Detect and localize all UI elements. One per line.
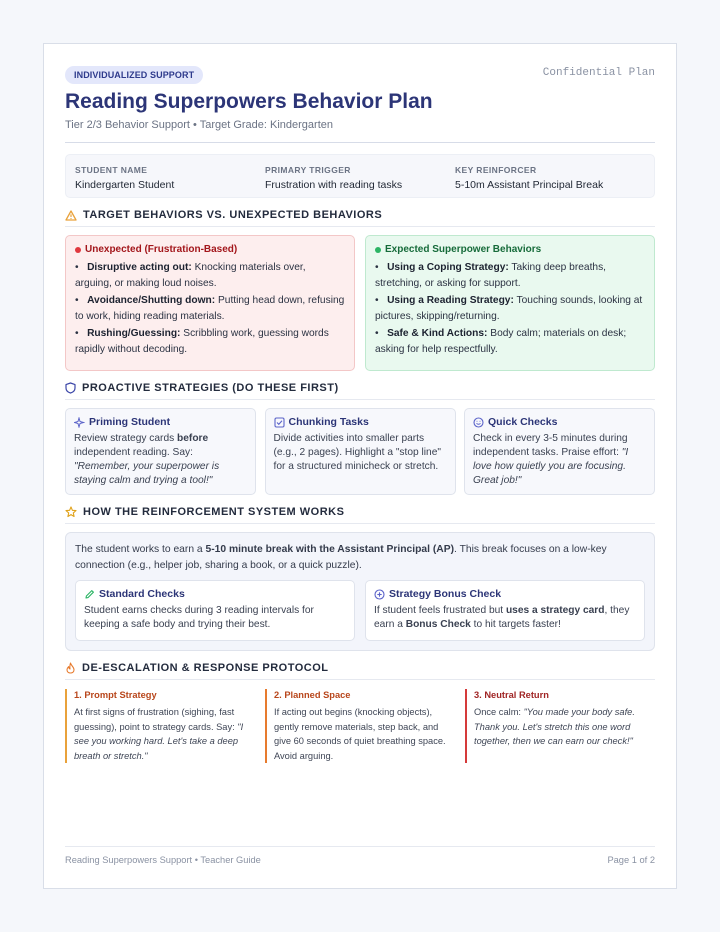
unexpected-behaviors-box xyxy=(65,235,355,371)
bonus-check-card xyxy=(365,580,645,641)
info-label: KEY REINFORCER xyxy=(455,165,537,175)
unexpected-title: Unexpected (Frustration-Based) xyxy=(85,244,238,255)
step-body xyxy=(74,705,255,763)
item-text: Taking deep breaths, stretching, or asking for support. xyxy=(375,262,606,289)
card-title: Priming Student xyxy=(89,416,171,428)
page-number: Page 1 of 2 xyxy=(607,855,655,865)
protocol-step-neutral-return xyxy=(465,689,655,763)
card-heading xyxy=(473,416,646,428)
expected-behaviors-box xyxy=(365,235,655,371)
info-value: Frustration with reading tasks xyxy=(265,179,403,191)
header-divider xyxy=(65,142,655,143)
card-bold: before xyxy=(177,433,209,444)
info-key-reinforcer xyxy=(455,165,645,197)
pencil-icon xyxy=(84,589,95,600)
card-text: Review strategy cards xyxy=(74,433,178,444)
shield-icon xyxy=(65,382,76,394)
card-text: to hit targets faster! xyxy=(470,619,561,630)
page-title: Reading Superpowers Behavior Plan xyxy=(65,90,433,113)
card-text: Divide activities into smaller parts (e.g., 2 pages). Highlight a "stop line" for a structured minicheck or stretch. xyxy=(273,433,441,472)
step-body xyxy=(274,705,455,763)
reinf-text: The student works to earn a xyxy=(75,544,206,555)
section-heading-target xyxy=(65,209,655,221)
standard-checks-card xyxy=(75,580,355,641)
footer-left: Reading Superpowers Support • Teacher Guide xyxy=(65,855,261,865)
card-heading xyxy=(74,416,247,428)
item-bold: Rushing/Guessing: xyxy=(87,328,181,339)
section-divider xyxy=(65,679,655,680)
card-body: Student earns checks during 3 reading intervals for keeping a safe body and trying their best. xyxy=(84,605,314,630)
flame-icon xyxy=(65,662,76,674)
item-bold: Using a Coping Strategy: xyxy=(387,262,509,273)
list-item: • Disruptive acting out: Knocking materials over, arguing, or making loud noises. xyxy=(75,262,306,289)
reinforcement-section xyxy=(65,506,655,651)
step-title: 2. Planned Space xyxy=(274,690,351,700)
plus-circle-icon xyxy=(374,589,385,600)
warning-icon xyxy=(65,210,77,221)
info-label: STUDENT NAME xyxy=(75,165,148,175)
card-quote: "I love how quietly you are focusing. Great job!" xyxy=(473,447,629,486)
section-heading-text: TARGET BEHAVIORS VS. UNEXPECTED BEHAVIORS xyxy=(83,209,383,221)
card-text: independent reading. Say: xyxy=(74,447,193,458)
red-dot-icon xyxy=(75,247,81,253)
step-text: Once calm: xyxy=(474,707,524,717)
card-bold: Bonus Check xyxy=(405,619,471,630)
section-heading-proactive xyxy=(65,382,655,394)
smile-icon xyxy=(473,417,484,428)
page-subtitle: Tier 2/3 Behavior Support • Target Grade: Kindergarten xyxy=(65,119,334,131)
card-body xyxy=(274,432,447,474)
list-item: • Rushing/Guessing: Scribbling work, guessing words rapidly without decoding. xyxy=(75,328,329,355)
card-title: Strategy Bonus Check xyxy=(389,588,502,600)
info-value: Kindergarten Student xyxy=(75,179,175,191)
section-heading-deescalation xyxy=(65,662,655,674)
protocol-step-planned-space xyxy=(265,689,455,763)
reinforcement-box xyxy=(65,532,655,651)
step-title: 1. Prompt Strategy xyxy=(74,690,157,700)
info-label: PRIMARY TRIGGER xyxy=(265,165,351,175)
info-primary-trigger xyxy=(265,165,455,197)
list-item: • Safe & Kind Actions: Body calm; materials on desk; asking for help respectfully. xyxy=(375,328,627,355)
section-divider xyxy=(65,523,655,524)
item-text: Touching sounds, looking at pictures, skipping/returning. xyxy=(375,295,643,322)
item-text: Body calm; materials on desk; asking for help respectfully. xyxy=(375,328,627,355)
list-item: • Using a Coping Strategy: Taking deep breaths, stretching, or asking for support. xyxy=(375,262,606,289)
section-divider xyxy=(65,399,655,400)
card-heading xyxy=(84,588,346,600)
item-bold: Using a Reading Strategy: xyxy=(387,295,514,306)
card-heading xyxy=(274,416,447,428)
item-bold: Disruptive acting out: xyxy=(87,262,192,273)
list-item: • Using a Reading Strategy: Touching sounds, looking at pictures, skipping/returning. xyxy=(375,295,643,322)
plan-page xyxy=(43,43,677,889)
step-quote: "You made your body safe. Thank you. Let's stretch this one word together, then we can earn our check!" xyxy=(474,707,635,746)
proactive-section xyxy=(65,382,655,495)
green-dot-icon xyxy=(375,247,381,253)
expected-heading xyxy=(375,244,645,255)
reinforcement-text xyxy=(75,542,645,573)
card-body xyxy=(374,604,636,632)
section-heading-text: HOW THE REINFORCEMENT SYSTEM WORKS xyxy=(83,506,345,518)
item-text: Putting head down, refusing to work, hiding reading materials. xyxy=(75,295,345,322)
strategy-card-chunking xyxy=(265,408,456,495)
card-bold: uses a strategy card xyxy=(505,605,605,616)
protocol-step-prompt xyxy=(65,689,255,763)
section-heading-text: DE-ESCALATION & RESPONSE PROTOCOL xyxy=(82,662,329,674)
item-bold: Avoidance/Shutting down: xyxy=(87,295,216,306)
card-body xyxy=(473,432,646,488)
card-text: , they earn a xyxy=(374,605,630,630)
checkbox-icon xyxy=(274,417,285,428)
item-bold: Safe & Kind Actions: xyxy=(387,328,488,339)
info-student-name xyxy=(75,165,265,197)
reinf-bold: 5-10 minute break with the Assistant Principal (AP) xyxy=(205,544,455,555)
info-value: 5-10m Assistant Principal Break xyxy=(455,179,604,191)
card-text: Check in every 3-5 minutes during independent tasks. Praise effort: xyxy=(473,433,628,458)
step-body xyxy=(474,705,655,749)
card-heading xyxy=(374,588,636,600)
card-quote: "Remember, your superpower is staying calm and trying a tool!" xyxy=(74,461,220,486)
step-title: 3. Neutral Return xyxy=(474,690,549,700)
item-text: Knocking materials over, arguing, or making loud noises. xyxy=(75,262,306,289)
card-body xyxy=(74,432,247,488)
strategy-card-priming xyxy=(65,408,256,495)
item-text: Scribbling work, guessing words rapidly without decoding. xyxy=(75,328,329,355)
student-info-box xyxy=(65,154,655,198)
strategy-card-quick-checks xyxy=(464,408,655,495)
expected-title: Expected Superpower Behaviors xyxy=(385,244,542,255)
card-title: Chunking Tasks xyxy=(288,416,369,428)
deescalation-section xyxy=(65,662,655,763)
list-item: • Avoidance/Shutting down: Putting head down, refusing to work, hiding reading materials. xyxy=(75,295,345,322)
unexpected-heading xyxy=(75,244,345,255)
section-heading-reinforcement xyxy=(65,506,655,518)
card-title: Standard Checks xyxy=(99,588,185,600)
target-behaviors-section xyxy=(65,209,655,371)
step-text: At first signs of frustration (sighing, fast guessing), point to strategy cards. Say: xyxy=(74,707,238,732)
page-footer xyxy=(65,846,655,865)
confidential-label: Confidential Plan xyxy=(542,67,655,79)
support-badge: INDIVIDUALIZED SUPPORT xyxy=(65,66,203,84)
card-title: Quick Checks xyxy=(488,416,558,428)
sparkle-icon xyxy=(74,417,85,428)
step-text: If acting out begins (knocking objects), gently remove materials, step back, and give 60 seconds of quiet breathing space. Avoid arguing. xyxy=(274,707,446,761)
section-divider xyxy=(65,226,655,227)
reinf-text: . This break focuses on a low-key connection (e.g., helper job, sharing a book, or a quick puzzle). xyxy=(75,544,607,571)
section-heading-text: PROACTIVE STRATEGIES (DO THESE FIRST) xyxy=(82,382,339,394)
step-quote: "I see you working hard. Let's take a deep breath or stretch." xyxy=(74,721,244,761)
card-text: If student feels frustrated but xyxy=(374,605,506,616)
star-icon xyxy=(65,506,77,518)
